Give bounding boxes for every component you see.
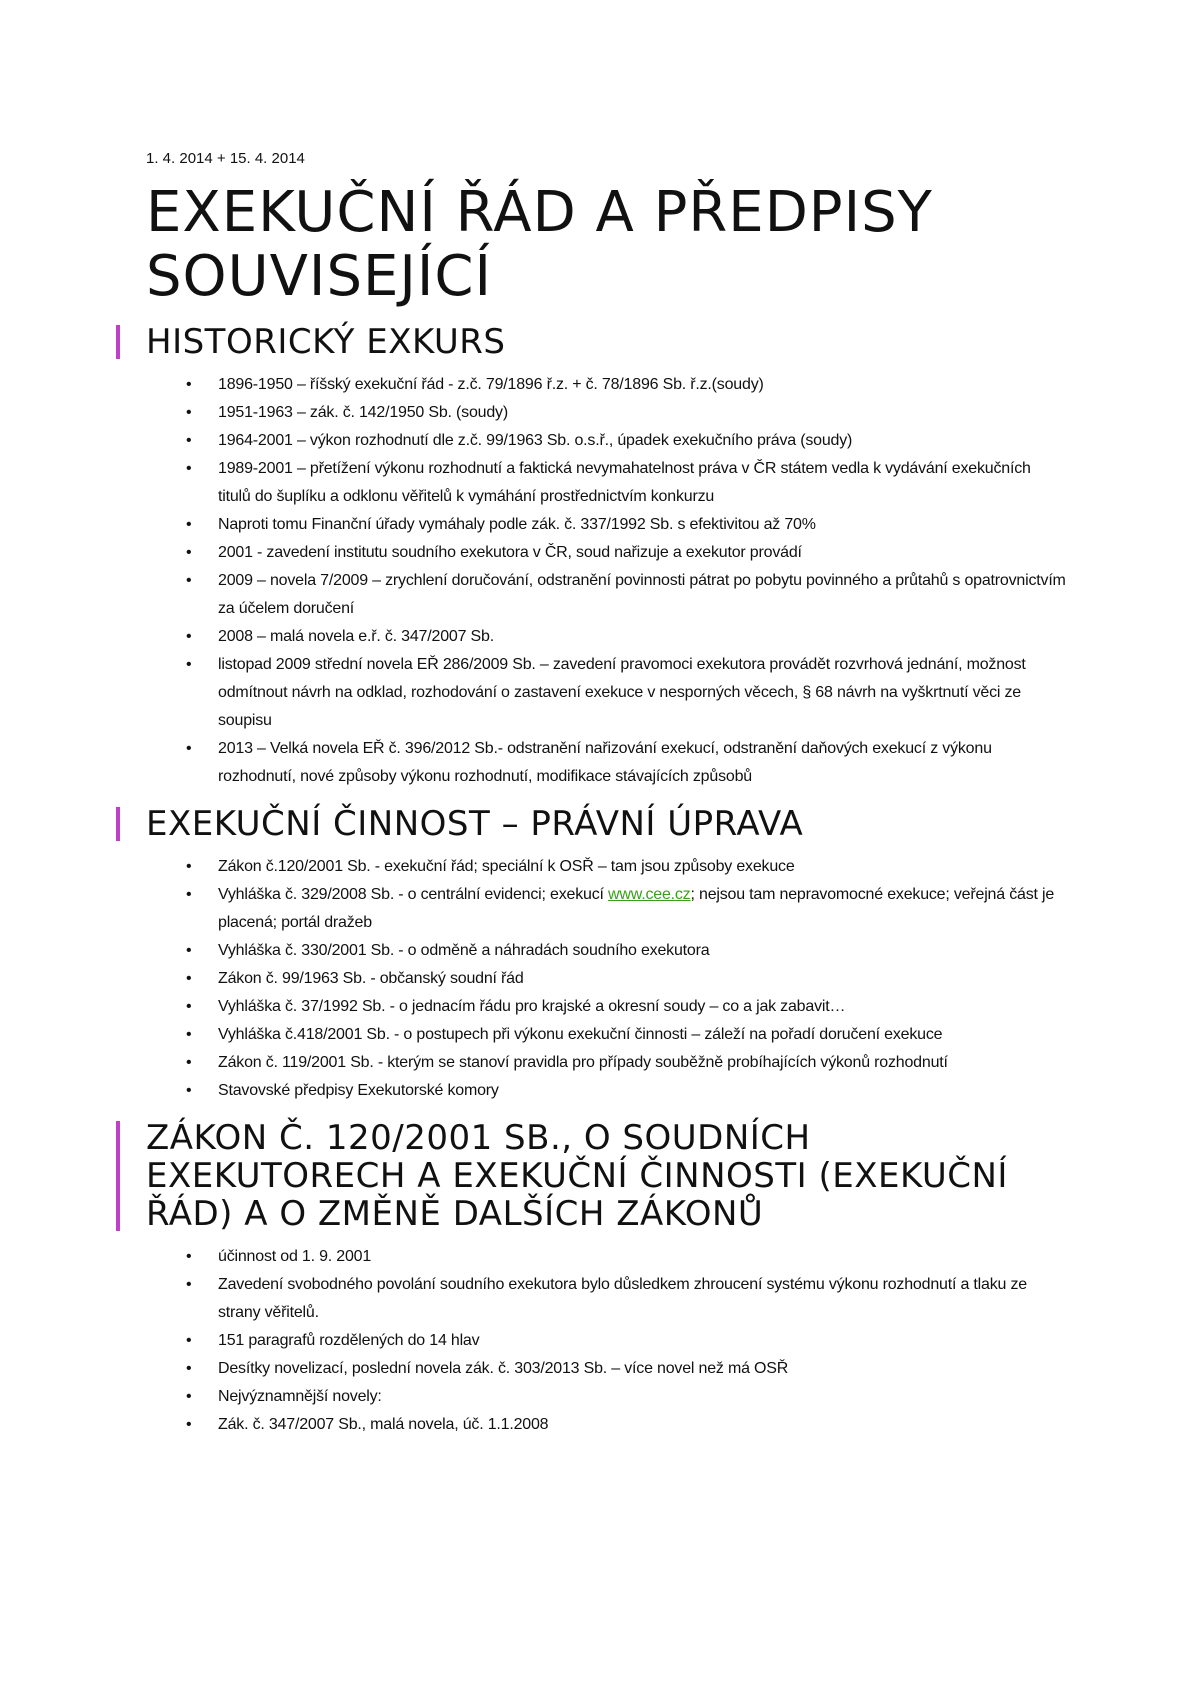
list-item: • Nejvýznamnější novely: bbox=[218, 1383, 1066, 1411]
list-item: • Zákon č.120/2001 Sb. - exekuční řád; speciální k OSŘ – tam jsou způsoby exekuce bbox=[218, 853, 1066, 881]
date-line: 1. 4. 2014 + 15. 4. 2014 bbox=[146, 150, 305, 167]
list-item: • 1989-2001 – přetížení výkonu rozhodnutí a faktická nevymahatelnost práva v ČR státem vedla k vydávání exekučních titulů do šuplíku a odklonu věřitelů k vymáhání prostřednictvím konkurzu bbox=[218, 455, 1066, 511]
list-item: • 1964-2001 – výkon rozhodnutí dle z.č. 99/1963 Sb. o.s.ř., úpadek exekučního práva (soudy) bbox=[218, 427, 1066, 455]
bullet-list bbox=[146, 1243, 1066, 1439]
list-item-text: ; nejsou tam nepravomocné exekuce; veřejná část je placená; portál dražeb bbox=[218, 886, 1055, 931]
list-item: • Vyhláška č. 37/1992 Sb. - o jednacím řádu pro krajské a okresní soudy – co a jak zabavit… bbox=[218, 993, 1066, 1021]
document-title: EXEKUČNÍ ŘÁD A PŘEDPISY SOUVISEJÍCÍ bbox=[146, 180, 933, 309]
list-item: • Stavovské předpisy Exekutorské komory bbox=[218, 1077, 1066, 1105]
bullet-list bbox=[146, 853, 1066, 1105]
list-item: • Naproti tomu Finanční úřady vymáhaly podle zák. č. 337/1992 Sb. s efektivitou až 70% bbox=[218, 511, 1066, 539]
section-zakon-120-2001 bbox=[146, 1119, 1066, 1439]
list-item: • Zákon č. 119/2001 Sb. - kterým se stanoví pravidla pro případy souběžně probíhajících výkonů rozhodnutí bbox=[218, 1049, 1066, 1077]
list-item: • listopad 2009 střední novela EŘ 286/2009 Sb. – zavedení pravomoci exekutora provádět rozvrhová jednání, možnost odmítnout návrh na odklad, rozhodování o zastavení exekuce v nesporných věcech, § 68 návrh na vyškrtnutí věci ze soupisu bbox=[218, 651, 1066, 735]
list-item: • Zavedení svobodného povolání soudního exekutora bylo důsledkem zhroucení systému výkonu rozhodnutí a tlaku ze strany věřitelů. bbox=[218, 1271, 1066, 1327]
list-item: • 1951-1963 – zák. č. 142/1950 Sb. (soudy) bbox=[218, 399, 1066, 427]
cee-link[interactable]: www.cee.cz bbox=[608, 886, 691, 903]
list-item: • 1896-1950 – říšský exekuční řád - z.č. 79/1896 ř.z. + č. 78/1896 Sb. ř.z.(soudy) bbox=[218, 371, 1066, 399]
section-heading: ZÁKON Č. 120/2001 SB., O SOUDNÍCH EXEKUTORECH A EXEKUČNÍ ČINNOSTI (EXEKUČNÍ ŘÁD) A O ZMĚNĚ DALŠÍCH ZÁKONŮ bbox=[146, 1119, 1066, 1233]
list-item: • 2009 – novela 7/2009 – zrychlení doručování, odstranění povinnosti pátrat po pobytu povinného a průtahů s opatrovnictvím za účelem doručení bbox=[218, 567, 1066, 623]
document-page bbox=[146, 150, 1066, 1453]
list-item: • účinnost od 1. 9. 2001 bbox=[218, 1243, 1066, 1271]
list-item: • Vyhláška č.418/2001 Sb. - o postupech při výkonu exekuční činnosti – záleží na pořadí doručení exekuce bbox=[218, 1021, 1066, 1049]
list-item bbox=[218, 881, 1066, 937]
section-exekucni-cinnost bbox=[146, 805, 1066, 1105]
section-heading: HISTORICKÝ EXKURS bbox=[146, 323, 1066, 361]
list-item: • 2008 – malá novela e.ř. č. 347/2007 Sb. bbox=[218, 623, 1066, 651]
section-heading: EXEKUČNÍ ČINNOST – PRÁVNÍ ÚPRAVA bbox=[146, 805, 1066, 843]
bullet-list bbox=[146, 371, 1066, 791]
section-historicky-exkurs bbox=[146, 323, 1066, 791]
list-item: • 2013 – Velká novela EŘ č. 396/2012 Sb.- odstranění nařizování exekucí, odstranění daňových exekucí z výkonu rozhodnutí, nové způsoby výkonu rozhodnutí, modifikace stávajících způsobů bbox=[218, 735, 1066, 791]
list-item: • Vyhláška č. 330/2001 Sb. - o odměně a náhradách soudního exekutora bbox=[218, 937, 1066, 965]
list-item: • Zák. č. 347/2007 Sb., malá novela, úč. 1.1.2008 bbox=[218, 1411, 1066, 1439]
list-item-text: Vyhláška č. 329/2008 Sb. - o centrální evidenci; exekucí bbox=[218, 886, 609, 903]
list-item: • 2001 - zavedení institutu soudního exekutora v ČR, soud nařizuje a exekutor provádí bbox=[218, 539, 1066, 567]
list-item: • 151 paragrafů rozdělených do 14 hlav bbox=[218, 1327, 1066, 1355]
list-item: • Desítky novelizací, poslední novela zák. č. 303/2013 Sb. – více novel než má OSŘ bbox=[218, 1355, 1066, 1383]
list-item: • Zákon č. 99/1963 Sb. - občanský soudní řád bbox=[218, 965, 1066, 993]
